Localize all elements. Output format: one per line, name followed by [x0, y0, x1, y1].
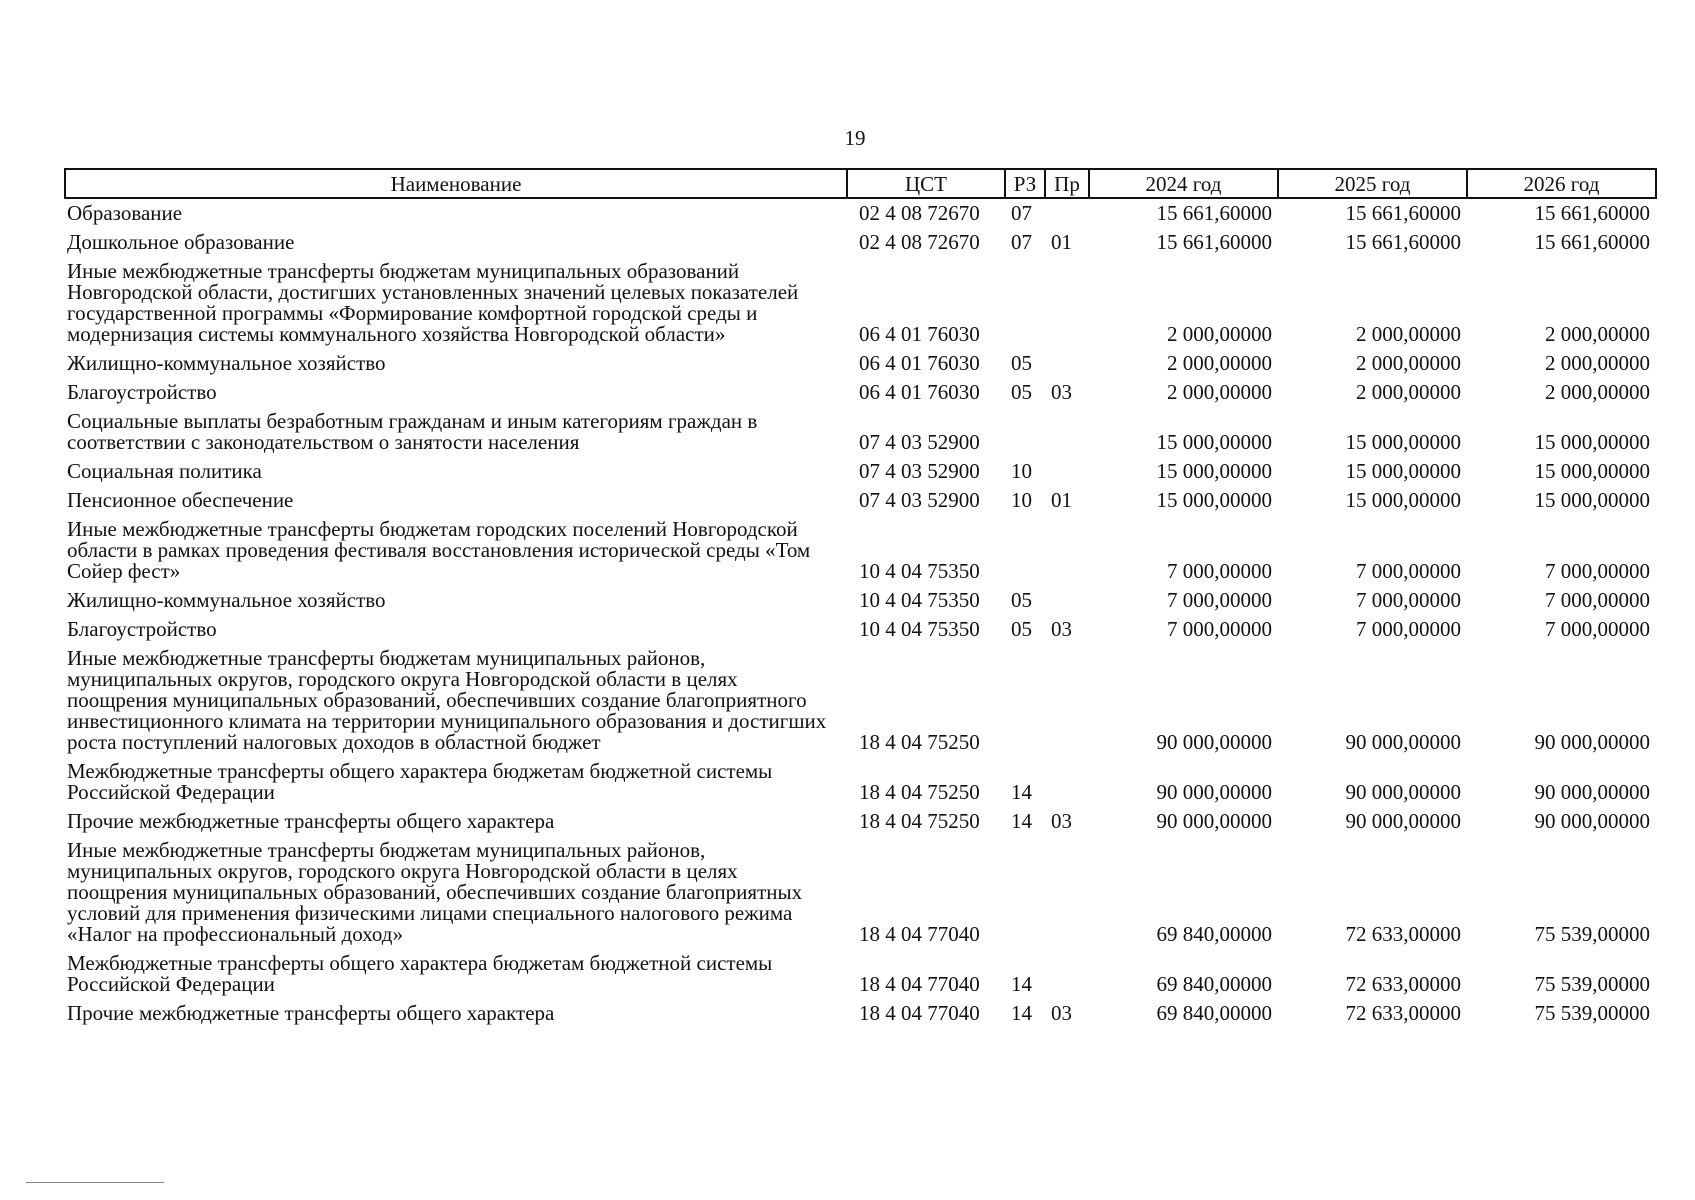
cell-rz [1005, 257, 1045, 349]
cell-name: Образование [67, 201, 183, 225]
cell-cst: 18 4 04 75250 [859, 809, 980, 833]
cell-amount-2024: 7 000,00000 [1167, 559, 1272, 583]
cell-name: Социальная политика [67, 459, 262, 483]
table-row [65, 378, 1656, 407]
table-row [65, 407, 1656, 457]
table-row [65, 457, 1656, 486]
cell-rz: 10 [1011, 459, 1032, 483]
cell-cst: 10 4 04 75350 [859, 559, 980, 583]
cell-amount-2026: 75 539,00000 [1534, 922, 1650, 946]
table-row [65, 644, 1656, 757]
cell-pr [1045, 757, 1089, 807]
cell-amount-2026: 90 000,00000 [1534, 780, 1650, 804]
cell-pr: 01 [1051, 230, 1072, 254]
header-2026: 2026 год [1467, 169, 1656, 198]
cell-cst: 06 4 01 76030 [859, 351, 980, 375]
cell-amount-2024: 2 000,00000 [1167, 380, 1272, 404]
cell-pr: 03 [1051, 617, 1072, 641]
table-row [65, 836, 1656, 949]
cell-amount-2026: 90 000,00000 [1534, 809, 1650, 833]
cell-amount-2024: 90 000,00000 [1156, 809, 1272, 833]
cell-amount-2025: 15 000,00000 [1345, 488, 1461, 512]
cell-amount-2024: 69 840,00000 [1156, 922, 1272, 946]
cell-name: Иные межбюджетные трансферты бюджетам городских поселений Новгородской области в рамках проведения фестиваля восстановления исторической среды «Том Сойер фест» [67, 517, 811, 583]
cell-rz: 05 [1011, 617, 1032, 641]
cell-amount-2025: 15 000,00000 [1345, 459, 1461, 483]
cell-cst: 18 4 04 77040 [859, 972, 980, 996]
cell-amount-2026: 2 000,00000 [1545, 380, 1650, 404]
header-rz: РЗ [1005, 169, 1045, 198]
cell-name: Жилищно-коммунальное хозяйство [67, 351, 386, 375]
cell-amount-2024: 7 000,00000 [1167, 588, 1272, 612]
cell-rz: 05 [1011, 588, 1032, 612]
cell-amount-2024: 15 000,00000 [1156, 488, 1272, 512]
cell-rz: 14 [1011, 1001, 1032, 1025]
table-row [65, 615, 1656, 644]
cell-rz [1005, 644, 1045, 757]
cell-pr [1045, 949, 1089, 999]
table-row [65, 228, 1656, 257]
table-row [65, 807, 1656, 836]
cell-name: Иные межбюджетные трансферты бюджетам муниципальных образований Новгородской области, достигших установленных значений целевых показателей государственной программы «Формирование комфортной городской среды и модернизация системы коммунального хозяйства Новгородской области» [67, 259, 799, 346]
table-row [65, 586, 1656, 615]
cell-name: Межбюджетные трансферты общего характера бюджетам бюджетной системы Российской Федерации [67, 759, 773, 804]
cell-amount-2024: 15 661,60000 [1156, 230, 1272, 254]
table-row [65, 757, 1656, 807]
table-row [65, 486, 1656, 515]
cell-amount-2026: 7 000,00000 [1545, 617, 1650, 641]
cell-cst: 06 4 01 76030 [859, 322, 980, 346]
cell-amount-2026: 15 000,00000 [1534, 459, 1650, 483]
cell-amount-2026: 7 000,00000 [1545, 559, 1650, 583]
footer-rule [26, 1182, 164, 1183]
table-row [65, 999, 1656, 1028]
cell-rz: 14 [1011, 780, 1032, 804]
cell-cst: 10 4 04 75350 [859, 588, 980, 612]
header-2024: 2024 год [1089, 169, 1278, 198]
cell-rz: 10 [1011, 488, 1032, 512]
cell-amount-2026: 15 661,60000 [1534, 230, 1650, 254]
cell-amount-2024: 90 000,00000 [1156, 780, 1272, 804]
cell-cst: 07 4 03 52900 [859, 459, 980, 483]
cell-pr [1045, 457, 1089, 486]
cell-cst: 02 4 08 72670 [859, 201, 980, 225]
cell-rz: 14 [1011, 972, 1032, 996]
cell-cst: 07 4 03 52900 [859, 488, 980, 512]
cell-amount-2026: 2 000,00000 [1545, 322, 1650, 346]
table-row [65, 515, 1656, 586]
table-row [65, 257, 1656, 349]
cell-amount-2025: 15 661,60000 [1345, 230, 1461, 254]
cell-cst: 18 4 04 75250 [859, 730, 980, 754]
cell-rz [1005, 836, 1045, 949]
cell-name: Иные межбюджетные трансферты бюджетам муниципальных районов, муниципальных округов, городского округа Новгородской области в целях поощрения муниципальных образований, обеспечивших создание благоприятных условий для применения физическими лицами специального налогового режима «Налог на профессиональный доход» [67, 838, 803, 946]
cell-amount-2025: 72 633,00000 [1345, 922, 1461, 946]
cell-pr: 03 [1051, 1001, 1072, 1025]
cell-amount-2026: 2 000,00000 [1545, 351, 1650, 375]
cell-rz: 14 [1011, 809, 1032, 833]
cell-name: Дошкольное образование [67, 230, 295, 254]
table-row [65, 949, 1656, 999]
cell-amount-2025: 15 000,00000 [1345, 430, 1461, 454]
cell-amount-2025: 72 633,00000 [1345, 1001, 1461, 1025]
header-pr: Пр [1045, 169, 1089, 198]
table-row [65, 349, 1656, 378]
page-number: 19 [844, 126, 866, 150]
cell-amount-2025: 90 000,00000 [1345, 730, 1461, 754]
cell-amount-2026: 90 000,00000 [1534, 730, 1650, 754]
cell-amount-2025: 90 000,00000 [1345, 780, 1461, 804]
budget-table [64, 168, 1657, 1028]
cell-amount-2026: 15 000,00000 [1534, 488, 1650, 512]
cell-amount-2026: 75 539,00000 [1534, 1001, 1650, 1025]
cell-name: Пенсионное обеспечение [67, 488, 294, 512]
cell-rz: 05 [1011, 380, 1032, 404]
cell-pr [1045, 407, 1089, 457]
cell-amount-2024: 15 000,00000 [1156, 459, 1272, 483]
cell-amount-2025: 2 000,00000 [1356, 322, 1461, 346]
table-header-row [65, 169, 1656, 198]
cell-amount-2025: 7 000,00000 [1356, 617, 1461, 641]
cell-name: Прочие межбюджетные трансферты общего характера [67, 809, 555, 833]
cell-cst: 06 4 01 76030 [859, 380, 980, 404]
cell-amount-2025: 2 000,00000 [1356, 380, 1461, 404]
cell-cst: 02 4 08 72670 [859, 230, 980, 254]
cell-cst: 18 4 04 77040 [859, 922, 980, 946]
cell-amount-2026: 15 000,00000 [1534, 430, 1650, 454]
cell-rz [1005, 515, 1045, 586]
cell-amount-2024: 15 661,60000 [1156, 201, 1272, 225]
cell-name: Иные межбюджетные трансферты бюджетам муниципальных районов, муниципальных округов, городского округа Новгородской области в целях поощрения муниципальных образований, обеспечивших создание благоприятного инвестиционного климата на территории муниципального образования и достигших роста поступлений налоговых доходов в областной бюджет [67, 646, 827, 754]
cell-amount-2024: 69 840,00000 [1156, 1001, 1272, 1025]
cell-amount-2024: 2 000,00000 [1167, 322, 1272, 346]
header-cst: ЦСТ [847, 169, 1005, 198]
cell-name: Жилищно-коммунальное хозяйство [67, 588, 386, 612]
cell-pr [1045, 586, 1089, 615]
cell-cst: 18 4 04 75250 [859, 780, 980, 804]
cell-name: Социальные выплаты безработным гражданам и иным категориям граждан в соответствии с законодательством о занятости населения [67, 409, 758, 454]
cell-amount-2024: 2 000,00000 [1167, 351, 1272, 375]
cell-pr: 03 [1051, 380, 1072, 404]
header-name: Наименование [65, 169, 847, 198]
cell-name: Благоустройство [67, 380, 217, 404]
cell-rz: 07 [1011, 230, 1032, 254]
cell-amount-2025: 7 000,00000 [1356, 588, 1461, 612]
cell-amount-2024: 90 000,00000 [1156, 730, 1272, 754]
cell-amount-2025: 90 000,00000 [1345, 809, 1461, 833]
cell-name: Межбюджетные трансферты общего характера бюджетам бюджетной системы Российской Федерации [67, 951, 773, 996]
cell-amount-2025: 2 000,00000 [1356, 351, 1461, 375]
cell-pr [1045, 198, 1089, 228]
cell-name: Благоустройство [67, 617, 217, 641]
table-body [65, 198, 1656, 1028]
cell-amount-2025: 72 633,00000 [1345, 972, 1461, 996]
cell-amount-2024: 69 840,00000 [1156, 972, 1272, 996]
cell-pr [1045, 644, 1089, 757]
cell-name: Прочие межбюджетные трансферты общего характера [67, 1001, 555, 1025]
cell-pr [1045, 349, 1089, 378]
table-row [65, 198, 1656, 228]
cell-amount-2024: 7 000,00000 [1167, 617, 1272, 641]
cell-cst: 18 4 04 77040 [859, 1001, 980, 1025]
cell-amount-2025: 15 661,60000 [1345, 201, 1461, 225]
cell-cst: 10 4 04 75350 [859, 617, 980, 641]
cell-amount-2026: 75 539,00000 [1534, 972, 1650, 996]
header-2025: 2025 год [1278, 169, 1467, 198]
cell-pr: 01 [1051, 488, 1072, 512]
cell-rz [1005, 407, 1045, 457]
cell-cst: 07 4 03 52900 [859, 430, 980, 454]
cell-pr [1045, 836, 1089, 949]
cell-rz: 05 [1011, 351, 1032, 375]
cell-amount-2025: 7 000,00000 [1356, 559, 1461, 583]
cell-pr [1045, 257, 1089, 349]
cell-pr [1045, 515, 1089, 586]
cell-amount-2026: 15 661,60000 [1534, 201, 1650, 225]
cell-rz: 07 [1011, 201, 1032, 225]
cell-amount-2026: 7 000,00000 [1545, 588, 1650, 612]
cell-pr: 03 [1051, 809, 1072, 833]
cell-amount-2024: 15 000,00000 [1156, 430, 1272, 454]
